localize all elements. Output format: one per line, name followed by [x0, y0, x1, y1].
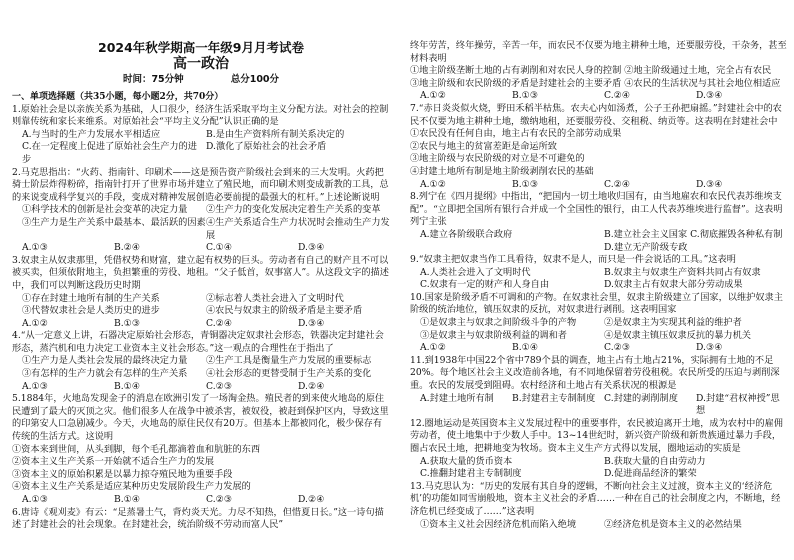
option-row	[410, 393, 788, 418]
question-text: 6.唐诗《观刈麦》有云：“足蒸暑土气，背灼炎天光。力尽不知热，但惜夏日长。”这一诗句描述了封建社会的社会现象。在封建社会，统治阶级不劳动而富人民”	[12, 506, 384, 531]
option-a: A.①②	[420, 90, 447, 102]
option-row	[410, 330, 788, 343]
option-b: B.①③	[114, 317, 141, 329]
option-b: B.获取大量的自由劳动力	[604, 455, 706, 467]
option-a: ①存在封建土地所有制的生产关系	[22, 292, 160, 304]
option-row	[410, 229, 788, 254]
option-b: ④是奴隶主镇压奴隶反抗的暴力机关	[604, 329, 751, 341]
option-d: D.封建“君权神授”思想	[696, 392, 780, 417]
section-heading: 一、单项选择题（共35小题，每小题2分，共70分）	[12, 92, 224, 102]
left-column	[12, 0, 390, 560]
option-b: D.促进商品经济的繁荣	[604, 468, 697, 480]
exam-score: 总分100分	[230, 74, 280, 85]
option-row	[12, 141, 390, 166]
option-b: B.①④	[512, 342, 539, 354]
option-row	[12, 293, 390, 306]
option-b: B.是由生产资料所有制关系决定的	[206, 128, 345, 140]
question-text: ③地主阶级和农民阶级的矛盾是封建社会的主要矛盾 ④农民的生活状况与其社会地位相适应	[410, 77, 781, 89]
left-questions	[12, 104, 390, 532]
option-row	[12, 204, 390, 217]
option-a: C.在一定程度上促进了原始社会生产力的进步	[22, 141, 197, 165]
option-row	[12, 129, 390, 142]
option-b: B.①③	[512, 178, 539, 190]
option-a: A.①②	[420, 342, 447, 354]
exam-subject: 高一政治	[173, 56, 229, 72]
option-row	[12, 381, 390, 394]
option-d: D.③④	[298, 242, 325, 254]
option-row	[410, 267, 788, 280]
question-text: ②资本主义生产关系一开始就不适合生产力的发展	[12, 456, 215, 468]
option-row	[410, 90, 788, 103]
option-b: B.②④	[114, 242, 141, 254]
option-c: C.②④	[604, 178, 631, 190]
option-a: A.①③	[22, 380, 49, 392]
question-text: 7.“赤日炎炎似火烧，野田禾稻半枯焦。农夫心内如汤煮，公子王孙把扇摇。”封建社会中的农民不仅要为地主耕种土地，缴纳地租，还要服劳役、交租税、纳贡等。这表明在封建社会中	[410, 102, 782, 127]
option-a: A.①③	[22, 242, 49, 254]
option-a: ①是奴隶主与奴隶之间阶级斗争的产物	[420, 317, 577, 329]
option-b: ②标志着人类社会进入了文明时代	[206, 292, 344, 304]
option-a: A.建立各阶级联合政府	[420, 228, 513, 240]
question-text: 12.圈地运动是英国资本主义发展过程中的重要事件，农民被迫离开土地，成为农村中的雇佣劳动者，使土地集中于少数人手中。13~14世纪时，新兴资产阶级和新贵族通过暴力手段，圈占农民土地，把耕地变为牧场。资本主义生产方式得以发展，圈地运动的实质是	[410, 417, 783, 454]
option-a: A.①②	[22, 317, 49, 329]
option-d: D.②④	[298, 494, 325, 505]
option-row	[12, 217, 390, 242]
option-a: A.封建土地所有制	[420, 392, 494, 404]
question-text: 11.到1938年中国22个省中789个县的调查，地主占有土地占21%，实际拥有土地的不足20%。每个地区社会主义改造前各地，有不同地保留着劳役租税。农民所受的压迫与剥削深重。农民的发展受到阻碍。农村经济和土地占有关系状况的根源是	[410, 354, 780, 392]
option-b: B.①④	[114, 380, 141, 392]
question-text: 13.马克思认为：“历史的发展有其自身的逻辑，不断向社会主义过渡，资本主义的‘经济危机’的功能如同雪崩般地，资本主义社会的矛盾……一种在自己的社会制度之内，不断地，经济危机已经变成了……”这表明	[410, 480, 781, 517]
question-text: ③资本主义的原始积累是以暴力掠夺殖民地为重要手段	[12, 468, 233, 480]
option-row	[410, 279, 788, 292]
option-c: C.封建的剥削制度	[604, 392, 678, 404]
option-b: ②生产工具是衡量生产力发展的重要标志	[206, 355, 372, 367]
question-text: 3.奴隶主从奴隶那里，凭借权势和财富，建立起有权势的巨头。劳动者有自己的财产且不可以被买卖，但须依附地主，负担繁重的劳役、地租。“父子低首，奴事富人”。从这段文字的描述中，我们可以判断这段历史时期	[12, 254, 389, 291]
question-text: ②农民与地主的贫富差距是命运所致	[410, 140, 557, 152]
option-b: B.封建君主专制制度	[512, 392, 596, 404]
question-text: ①农民没有任何自由，地主占有农民的全部劳动成果	[410, 128, 622, 140]
question-text: ④封建土地所有制是地主阶级剥削农民的基础	[410, 165, 594, 177]
option-a: A.人类社会进入了文明时代	[420, 266, 531, 278]
option-b: ②生产力的变化发展决定着生产关系的变革	[206, 204, 381, 216]
option-a: ①科学技术的创新是社会变革的决定力量	[22, 204, 188, 216]
option-c: C.②④	[206, 317, 233, 329]
option-b: B.建立社会主义国家 C.彻底摧毁各种私有制 D.建立无产阶级专政	[604, 228, 783, 253]
option-b: B.①④	[114, 494, 141, 505]
question-text: ④资本主义生产关系是适应某种历史发展阶段生产力发展的	[12, 481, 251, 493]
option-row	[12, 305, 390, 318]
question-text: 2.马克思指出：“火药、指南针、印刷术——这是预告资产阶级社会到来的三大发明。火药把骑士阶层炸得粉碎，指南针打开了世界市场并建立了殖民地，而印刷术则变成新教的工具，总的来说变成科学复兴的手段，变成对精神发展创造必要前提的最强大的杠杆。”上述论断说明	[12, 166, 389, 203]
option-d: D.③④	[696, 90, 723, 102]
option-a: ①生产力是人类社会发展的最终决定力量	[22, 355, 188, 367]
option-a: C.奴隶有一定的财产和人身自由	[420, 279, 550, 291]
question-text: 5.1884年，火地岛发现金子的消息在欧洲引发了一场淘金热。殖民者的到来使火地岛的原住民遭到了最大的灭顶之灾。他们很多人在战争中被杀害，被奴役，被赶到保护区内，导致这里的印第安人口急剧减少。今天，火地岛的原住民仅有20万。但基本上都被同化，极少保存有传统的生活方式。这说明	[12, 393, 389, 443]
option-a: A.①③	[22, 494, 49, 505]
exam-time: 时间：75分钟	[122, 74, 184, 85]
option-row	[12, 242, 390, 255]
option-a: A.获取大量的货币资本	[420, 455, 513, 467]
option-d: D.③④	[696, 342, 723, 354]
option-row	[12, 355, 390, 368]
option-c: C.②③	[206, 380, 233, 392]
option-a: ①资本主义社会因经济危机而陷入绝境	[420, 518, 577, 530]
question-text: 8.列宁在《四月提纲》中指出，“把国内一切土地收归国有，由当地雇农和农民代表苏维埃支配”。“立即把全国所有银行合并成一个全国性的银行，由工人代表苏维埃进行监督”。这表明列宁主张	[410, 191, 783, 228]
question-text: ③地主阶级与农民阶级的对立是不可避免的	[410, 153, 585, 165]
question-text: 1.原始社会是以亲族关系为基础，人口很少，经济生活采取平均主义分配方法。对社会的控制则靠传统和家长来维系。对原始社会“平均主义分配”认识正确的是	[12, 103, 389, 128]
option-a: ③生产力是生产关系中最基本、最活跃的因素	[22, 216, 206, 228]
right-column	[410, 0, 788, 560]
option-row	[12, 318, 390, 331]
option-b: ②是奴隶主为实现其利益的维护者	[604, 317, 742, 329]
question-text: 终年劳苦，终年操劳，辛苦一年，而农民不仅要为地主耕种土地，还要服劳役，干杂务，甚至	[410, 40, 787, 51]
option-b: ④社会形态的更替受制于生产关系的变化	[206, 368, 372, 380]
option-b: D.激化了原始社会的社会矛盾	[206, 141, 327, 153]
right-questions	[410, 40, 788, 531]
option-b: ②经济危机是资本主义的必然结果	[604, 518, 742, 530]
option-row	[410, 342, 788, 355]
question-text: 10.国家是阶级矛盾不可调和的产物。在奴隶社会里，奴隶主阶级建立了国家，以维护奴隶主阶级的统治地位，镇压奴隶的反抗，对奴隶进行剥削。这表明国家	[410, 291, 783, 316]
option-a: C.推翻封建君主专制制度	[420, 468, 522, 480]
option-row	[12, 368, 390, 381]
question-text: 9.“奴隶主把奴隶当作工具看待，奴隶不是人，而只是一件会说话的工具。”这表明	[410, 254, 736, 266]
option-b: ④农民与奴隶主的阶级矛盾是主要矛盾	[206, 305, 363, 317]
option-c: C.②③	[206, 494, 233, 505]
option-b: D.奴隶主占有奴隶大部分劳动成果	[604, 279, 743, 291]
option-a: ③是奴隶主与奴隶阶级利益的调和者	[420, 329, 567, 341]
option-row	[410, 317, 788, 330]
option-a: A.与当时的生产力发展水平相适应	[22, 128, 161, 140]
question-text: 材料表明	[410, 52, 447, 64]
question-text: ①资本来到世间，从头到脚，每个毛孔都滴着血和肮脏的东西	[12, 443, 261, 455]
option-d: D.②④	[298, 380, 325, 392]
option-a: ③有怎样的生产力就会有怎样的生产关系	[22, 368, 188, 380]
option-row	[410, 519, 788, 532]
option-row	[12, 494, 390, 507]
option-d: D.③④	[298, 317, 325, 329]
option-b: ④生产关系适合生产力状况时会推动生产力发展	[206, 216, 390, 241]
question-text: ①地主阶级垄断土地的占有剥削和对农民人身的控制 ②地主阶级通过土地，完全占有农民	[410, 65, 772, 77]
option-d: D.③④	[696, 178, 723, 190]
option-a: ③代替奴隶社会是人类历史的进步	[22, 305, 160, 317]
option-c: C.②④	[604, 90, 631, 102]
option-b: B.①③	[512, 90, 539, 102]
question-text: 4.“从一定意义上讲，石器决定原始社会形态，青铜器决定奴隶社会形态，铁器决定封建社会形态，蒸汽机和电力决定工业资本主义社会形态。”这一观点的合理性在于指出了	[12, 330, 384, 354]
option-a: A.①②	[420, 178, 447, 190]
exam-info	[12, 73, 390, 87]
option-row	[410, 456, 788, 469]
option-c: C.①④	[206, 242, 233, 254]
option-c: C.②③	[604, 342, 631, 354]
option-row	[410, 179, 788, 192]
option-row	[410, 468, 788, 481]
exam-title: 2024年秋学期高一年级9月月考试卷	[98, 40, 304, 55]
option-b: B.奴隶主与奴隶生产资料共同占有奴隶	[604, 266, 761, 278]
